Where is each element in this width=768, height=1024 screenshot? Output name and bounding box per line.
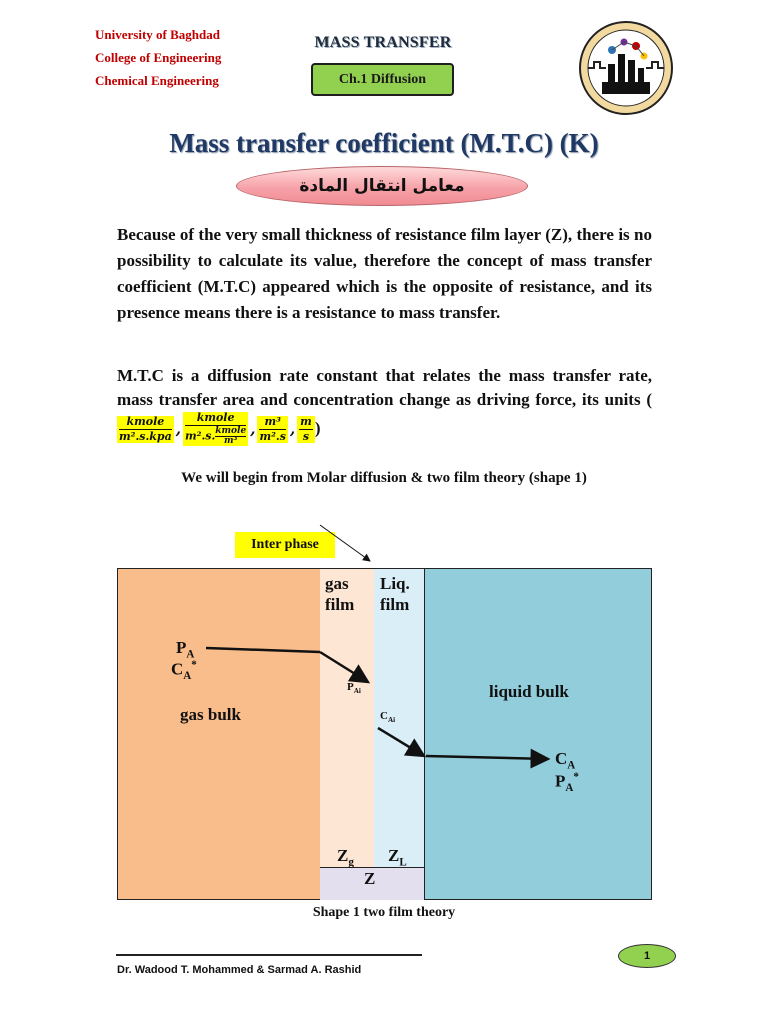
units-close-paren: ) <box>314 418 321 438</box>
unit-4-denominator: s <box>302 429 310 443</box>
liquid-bulk-label: liquid bulk <box>489 682 569 701</box>
footer-authors: Dr. Wadood T. Mohammed & Sarmad A. Rashid <box>117 964 362 976</box>
figure-caption: Shape 1 two film theory <box>312 905 456 920</box>
footer-rule <box>116 954 422 956</box>
inter-phase-pointer-arrow <box>320 525 370 561</box>
interface-to-liquid-film-arrow <box>378 728 424 756</box>
c-a-label: $C_A$ <box>555 749 576 772</box>
z-label: Z <box>364 869 376 888</box>
c-a-star-label: $C_A^*$ <box>171 659 197 683</box>
university-name: University of Baghdad <box>95 27 220 42</box>
unit-3-denominator: m².s <box>259 429 286 443</box>
paragraph-resistance: Because of the very small thickness of resistance film layer (Z), there is no possibility to calculate its value, therefore the concept of mass transfer coefficient (M.T.C) appeared which is the opposite of resistance, and its presence means there is a resistance to mass transfer. <box>117 225 652 322</box>
unit-1-numerator: kmole <box>119 416 172 430</box>
page-title: Mass transfer coefficient (M.T.C) (K) <box>169 128 599 158</box>
intro-line: We will begin from Molar diffusion & two film theory (shape 1) <box>181 470 587 486</box>
liquid-film-to-bulk-arrow <box>426 756 548 759</box>
gas-film-to-interface-arrow <box>320 652 368 682</box>
unit-2-denominator-prefix: m².s. <box>184 429 216 443</box>
page-number: 1 <box>643 950 651 962</box>
gas-bulk-label: gas bulk <box>180 705 241 724</box>
unit-1-denominator: m².s.kpa <box>119 429 172 443</box>
unit-3-numerator: m³ <box>259 416 285 430</box>
page-number-badge <box>618 944 676 968</box>
chapter-label: Ch.1 Diffusion <box>338 71 427 87</box>
z-g-label: $Z_g$ <box>337 846 354 869</box>
department-name: Chemical Engineering <box>95 73 219 88</box>
p-ai-label: $P_{Ai}$ <box>347 681 361 696</box>
unit-2-numerator: kmole <box>185 412 246 426</box>
college-name: College of Engineering <box>95 50 222 65</box>
gas-film-label: gas film <box>325 574 355 614</box>
p-a-star-label: $P_A^*$ <box>555 771 579 795</box>
course-title: MASS TRANSFER <box>314 34 452 51</box>
p-a-label: $P_A$ <box>176 638 195 661</box>
arabic-title: معامل انتقال المادة <box>299 176 465 196</box>
inter-phase-text: Inter phase <box>251 537 319 552</box>
z-l-label: $Z_L$ <box>388 846 407 869</box>
unit-2-nested-denominator: m³ <box>224 436 238 446</box>
gas-bulk-to-gas-film-arrow <box>206 648 320 652</box>
mtc-units: $\frac{\text{kmole}}{\text{m².s.kpa}}$ , kmole m².s. kmole m³ , $\frac{\text{m³}}{\text{m².s}}$ , $\frac{m}{s}$ <box>117 419 315 439</box>
mtc-definition-text: M.T.C is a diffusion rate constant that relates the mass transfer rate, mass transfer area and concentration change as driving force, its units ( <box>117 366 652 409</box>
unit-4-numerator: m <box>300 414 312 428</box>
unit-2-nested-numerator: kmole <box>215 426 247 436</box>
liquid-film-label: Liq. film <box>380 574 410 614</box>
c-ai-label: $C_{Ai}$ <box>380 710 396 725</box>
